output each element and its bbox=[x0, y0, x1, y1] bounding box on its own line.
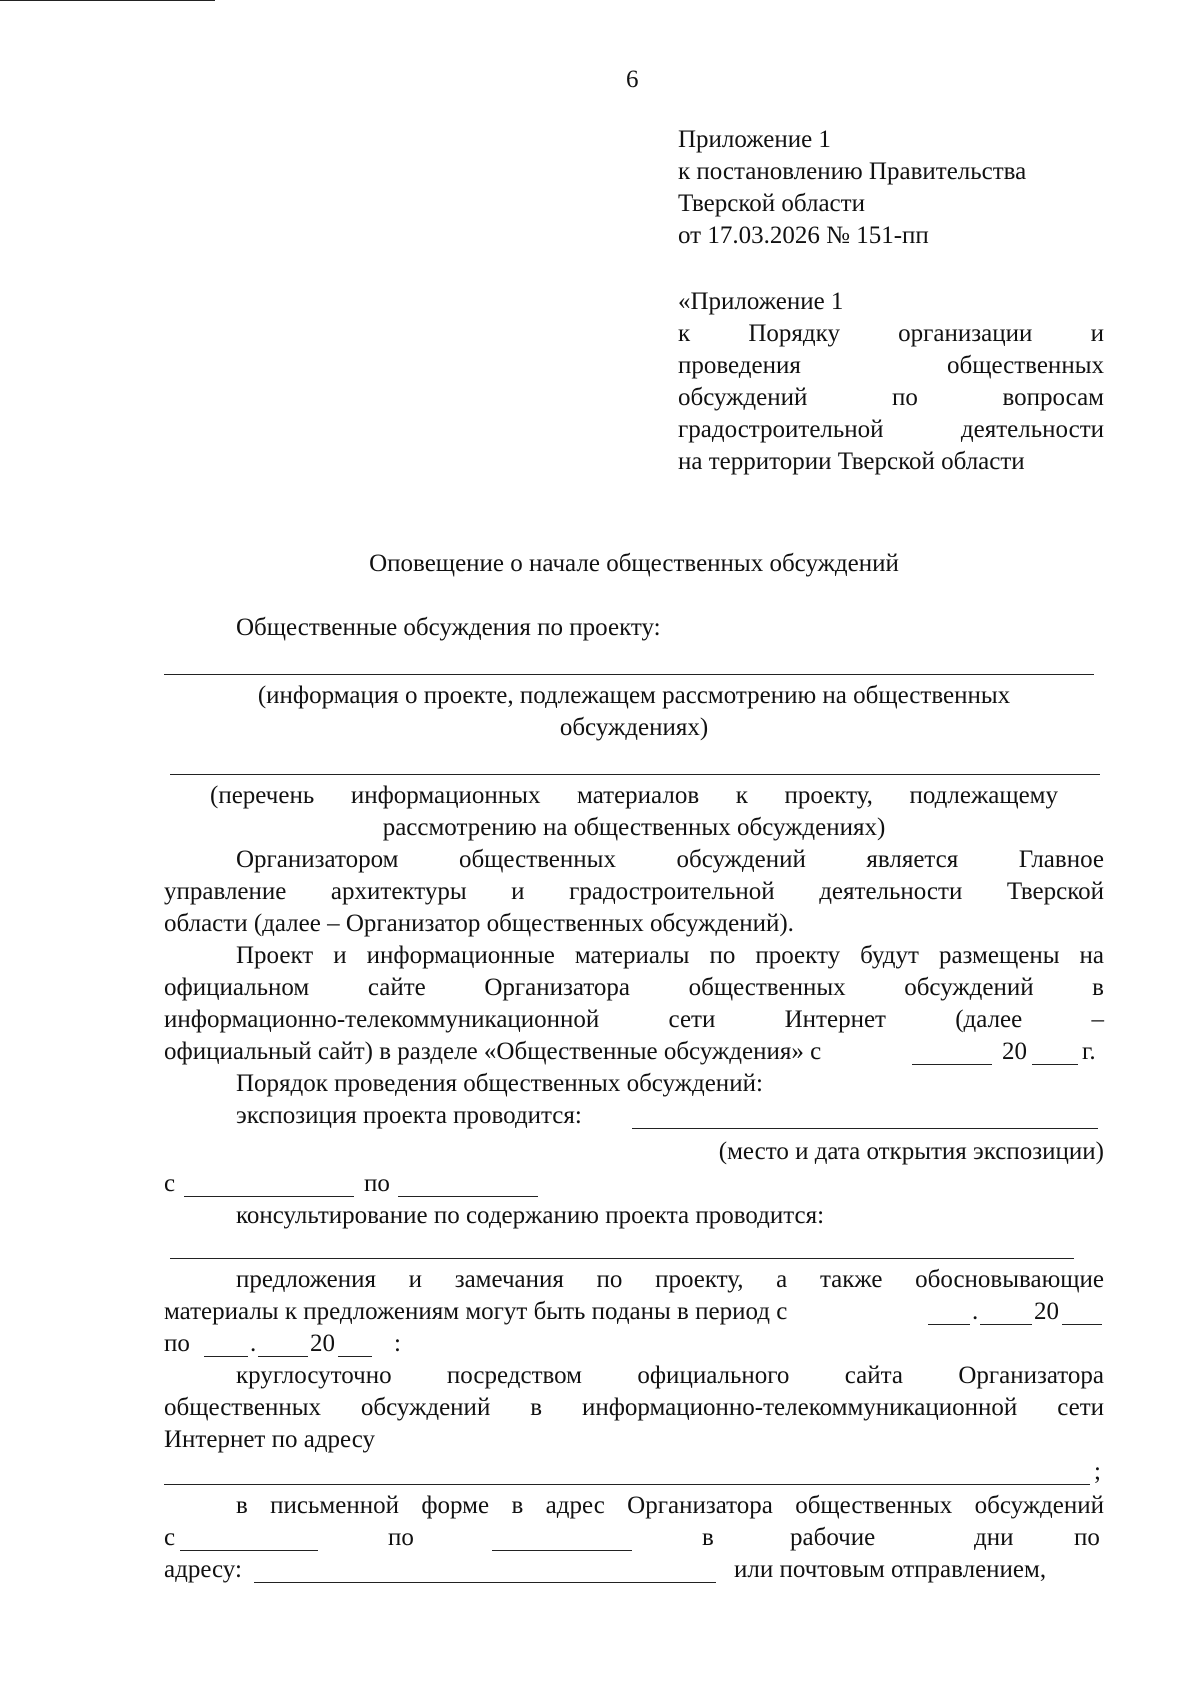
exposition-to-blank bbox=[398, 1196, 538, 1197]
proposals-to-dot: . bbox=[250, 1330, 257, 1357]
proposals-from-dot: . bbox=[972, 1298, 979, 1325]
document-title: Оповещение о начале общественных обсуждений bbox=[369, 550, 899, 577]
procedure-text: Порядок проведения общественных обсуждений: bbox=[236, 1070, 763, 1097]
inner-appendix-line: градостроительной деятельности bbox=[678, 416, 1104, 443]
organizer-text: Организатором общественных обсуждений является Главное bbox=[236, 846, 1104, 873]
proposals-text: материалы к предложениям могут быть поданы в период с bbox=[164, 1298, 788, 1325]
written-at-label: по bbox=[1074, 1524, 1100, 1551]
written-mail-text: или почтовым отправлением, bbox=[734, 1556, 1047, 1583]
project-hint: (информация о проекте, подлежащем рассмотрению на общественных bbox=[257, 682, 1011, 709]
exposition-from-blank bbox=[184, 1196, 354, 1197]
inner-appendix-line: на территории Тверской области bbox=[678, 448, 1025, 475]
placement-date-blank bbox=[912, 1064, 992, 1065]
written-to-label: по bbox=[388, 1524, 414, 1551]
exposition-text: экспозиция проекта проводится: bbox=[236, 1102, 582, 1129]
online-text: общественных обсуждений в информационно-телекоммуникационной сети bbox=[164, 1394, 1104, 1421]
placement-year-blank bbox=[1032, 1064, 1078, 1065]
proposals-to-month-blank bbox=[258, 1356, 308, 1357]
online-semicolon: ; bbox=[1094, 1458, 1101, 1485]
exposition-from-label: с bbox=[164, 1170, 176, 1197]
written-from-label: с bbox=[164, 1524, 176, 1551]
consulting-text: консультирование по содержанию проекта проводится: bbox=[236, 1202, 825, 1229]
placement-text: информационно-телекоммуникационной сети Интернет (далее – bbox=[164, 1006, 1104, 1033]
scan-artifact-line bbox=[0, 0, 215, 1]
placement-year-prefix: 20 bbox=[1002, 1038, 1027, 1065]
proposals-to-day-blank bbox=[204, 1356, 248, 1357]
project-blank-line bbox=[164, 674, 1094, 675]
materials-hint: (перечень информационных материалов к проекту, подлежащему bbox=[210, 782, 1058, 809]
proposals-from-year-blank bbox=[1062, 1324, 1102, 1325]
placement-text: Проект и информационные материалы по проекту будут размещены на bbox=[236, 942, 1104, 969]
online-text: круглосуточно посредством официального сайта Организатора bbox=[236, 1362, 1104, 1389]
inner-appendix-line: проведения общественных bbox=[678, 352, 1104, 379]
written-days-label: дни bbox=[974, 1524, 1014, 1551]
written-in-label: в bbox=[702, 1524, 714, 1551]
placement-text: официальном сайте Организатора общественных обсуждений в bbox=[164, 974, 1104, 1001]
written-from-blank bbox=[180, 1550, 318, 1551]
inner-appendix-line: «Приложение 1 bbox=[678, 288, 844, 315]
appendix-header-line: к постановлению Правительства bbox=[678, 158, 1027, 185]
organizer-text: управление архитектуры и градостроительной деятельности Тверской bbox=[164, 878, 1104, 905]
organizer-text: области (далее – Организатор общественных обсуждений). bbox=[164, 910, 794, 937]
exposition-blank-line bbox=[632, 1128, 1098, 1129]
proposals-from-day-blank bbox=[928, 1324, 970, 1325]
proposals-to-year-blank bbox=[338, 1356, 372, 1357]
inner-appendix-line: к Порядку организации и bbox=[678, 320, 1104, 347]
proposals-to-label: по bbox=[164, 1330, 190, 1357]
appendix-header-line: Тверской области bbox=[678, 190, 865, 217]
inner-appendix-line: обсуждений по вопросам bbox=[678, 384, 1104, 411]
proposals-to-colon: : bbox=[394, 1330, 401, 1357]
proposals-to-year-prefix: 20 bbox=[310, 1330, 335, 1357]
placement-text: официальный сайт) в разделе «Общественные обсуждения» с bbox=[164, 1038, 822, 1065]
placement-year-suffix: г. bbox=[1082, 1038, 1096, 1065]
online-address-blank bbox=[164, 1484, 1090, 1485]
proposals-from-year-prefix: 20 bbox=[1034, 1298, 1059, 1325]
exposition-hint: (место и дата открытия экспозиции) bbox=[718, 1138, 1104, 1165]
materials-hint: рассмотрению на общественных обсуждениях) bbox=[382, 814, 886, 841]
proposals-text: предложения и замечания по проекту, а также обосновывающие bbox=[236, 1266, 1104, 1293]
proposals-from-month-blank bbox=[980, 1324, 1032, 1325]
written-to-blank bbox=[492, 1550, 632, 1551]
written-text: в письменной форме в адрес Организатора общественных обсуждений bbox=[236, 1492, 1104, 1519]
page-number: 6 bbox=[626, 66, 639, 93]
written-address-blank bbox=[254, 1582, 716, 1583]
consulting-blank-line bbox=[170, 1258, 1074, 1259]
online-text: Интернет по адресу bbox=[164, 1426, 376, 1453]
exposition-to-label: по bbox=[364, 1170, 390, 1197]
appendix-header-line: Приложение 1 bbox=[678, 126, 831, 153]
intro-text: Общественные обсуждения по проекту: bbox=[236, 614, 661, 641]
appendix-header-line: от 17.03.2026 № 151-пп bbox=[678, 222, 929, 249]
materials-blank-line bbox=[170, 774, 1100, 775]
written-workdays-label: рабочие bbox=[790, 1524, 876, 1551]
project-hint: обсуждениях) bbox=[559, 714, 709, 741]
written-address-label: адресу: bbox=[164, 1556, 242, 1583]
